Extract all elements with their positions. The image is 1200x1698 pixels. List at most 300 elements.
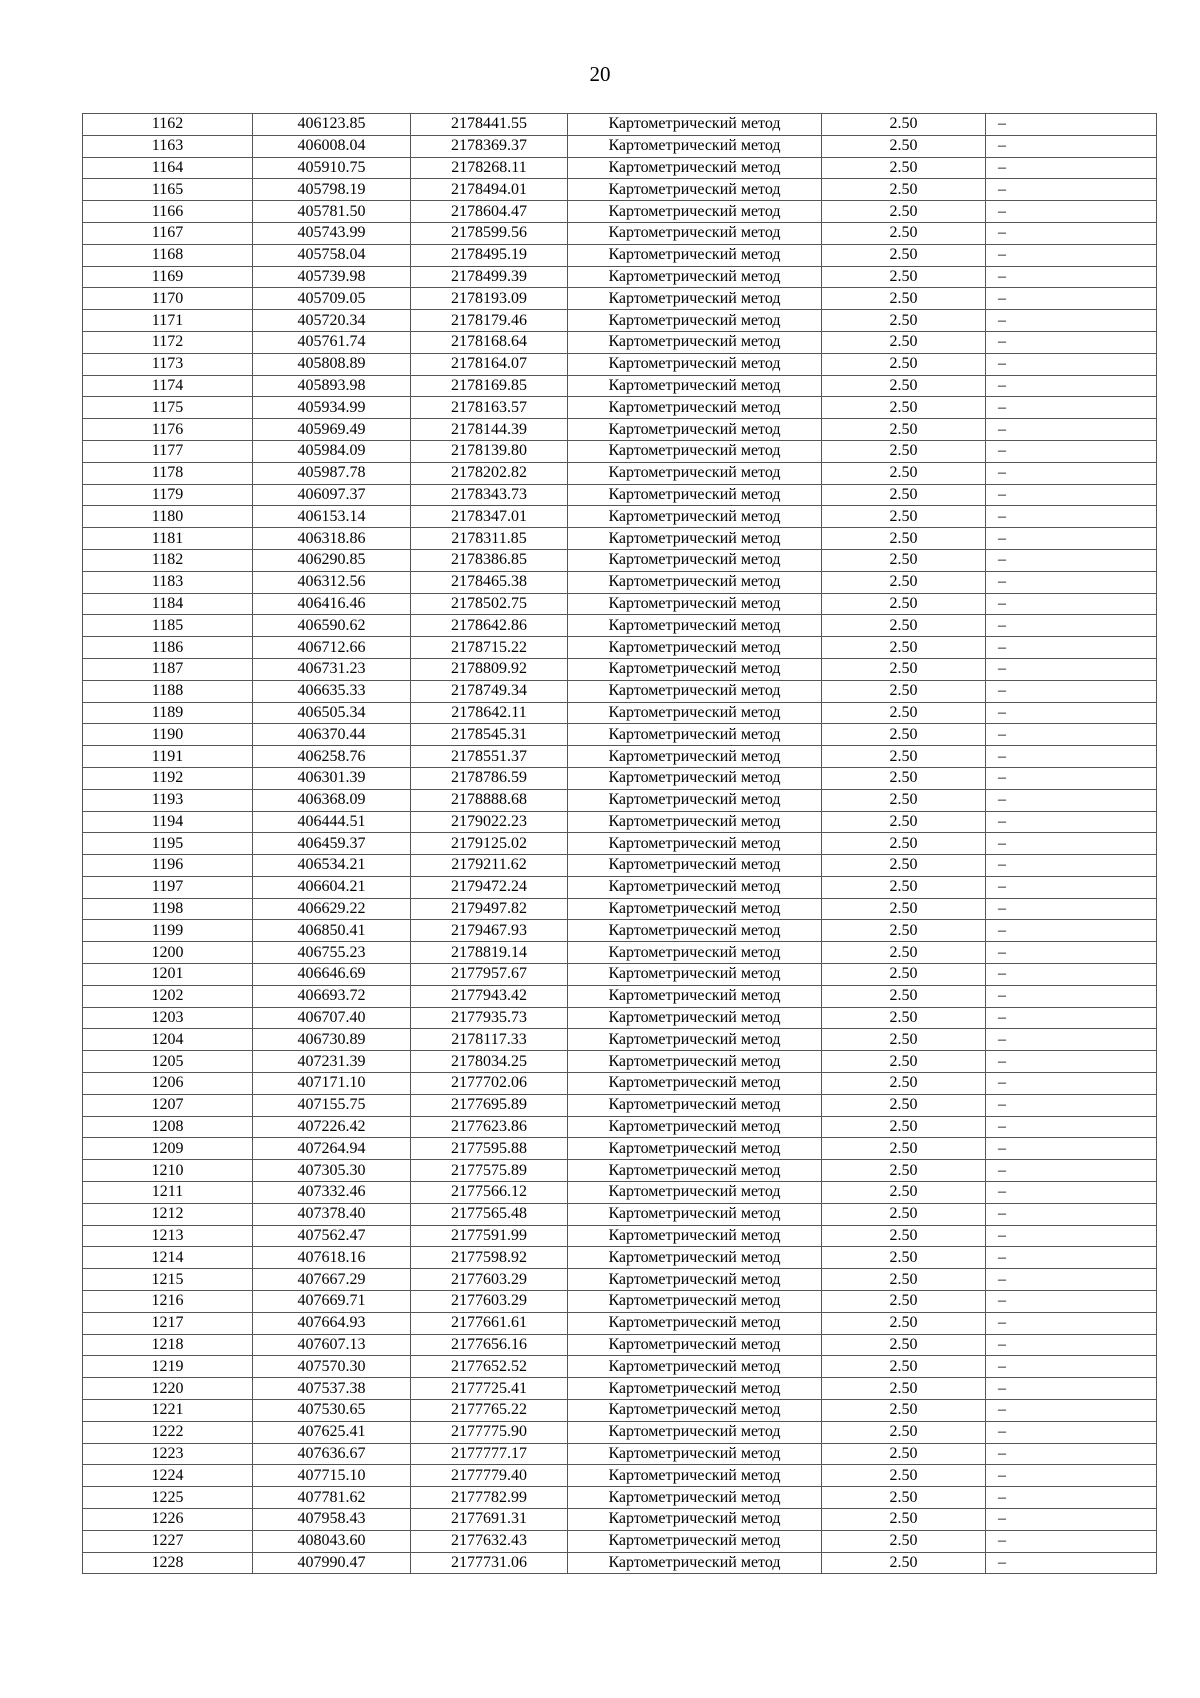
- note-cell: –: [986, 1116, 1157, 1138]
- point-number-cell: 1166: [83, 201, 253, 223]
- note-cell: –: [986, 1182, 1157, 1204]
- table-row: [83, 331, 1157, 353]
- method-cell: Картометрический метод: [568, 1487, 822, 1509]
- point-number-cell: 1165: [83, 179, 253, 201]
- point-number-cell: 1187: [83, 658, 253, 680]
- note-cell: –: [986, 1094, 1157, 1116]
- table-row: [83, 1094, 1157, 1116]
- method-cell: Картометрический метод: [568, 964, 822, 986]
- point-number-cell: 1194: [83, 811, 253, 833]
- page-number: 20: [589, 62, 611, 86]
- table-row: [83, 1443, 1157, 1465]
- method-cell: Картометрический метод: [568, 266, 822, 288]
- note-cell: –: [986, 1138, 1157, 1160]
- accuracy-cell: 2.50: [822, 637, 986, 659]
- y-coordinate-cell: 2177575.89: [411, 1160, 568, 1182]
- method-cell: Картометрический метод: [568, 440, 822, 462]
- accuracy-cell: 2.50: [822, 1138, 986, 1160]
- point-number-cell: 1171: [83, 310, 253, 332]
- y-coordinate-cell: 2178164.07: [411, 353, 568, 375]
- x-coordinate-cell: 405720.34: [253, 310, 411, 332]
- accuracy-cell: 2.50: [822, 1269, 986, 1291]
- x-coordinate-cell: 406312.56: [253, 571, 411, 593]
- point-number-cell: 1173: [83, 353, 253, 375]
- note-cell: –: [986, 1443, 1157, 1465]
- table-row: [83, 811, 1157, 833]
- table-row: [83, 1356, 1157, 1378]
- note-cell: –: [986, 767, 1157, 789]
- table-row: [83, 767, 1157, 789]
- point-number-cell: 1226: [83, 1509, 253, 1531]
- note-cell: –: [986, 1400, 1157, 1422]
- y-coordinate-cell: 2178168.64: [411, 331, 568, 353]
- accuracy-cell: 2.50: [822, 1007, 986, 1029]
- accuracy-cell: 2.50: [822, 506, 986, 528]
- table-row: [83, 1051, 1157, 1073]
- accuracy-cell: 2.50: [822, 746, 986, 768]
- table-row: [83, 201, 1157, 223]
- point-number-cell: 1217: [83, 1312, 253, 1334]
- table-row: [83, 637, 1157, 659]
- table-row: [83, 1465, 1157, 1487]
- method-cell: Картометрический метод: [568, 920, 822, 942]
- x-coordinate-cell: 406416.46: [253, 593, 411, 615]
- point-number-cell: 1211: [83, 1182, 253, 1204]
- note-cell: –: [986, 1465, 1157, 1487]
- x-coordinate-cell: 406755.23: [253, 942, 411, 964]
- note-cell: –: [986, 789, 1157, 811]
- accuracy-cell: 2.50: [822, 1334, 986, 1356]
- table-row: [83, 702, 1157, 724]
- x-coordinate-cell: 407607.13: [253, 1334, 411, 1356]
- point-number-cell: 1179: [83, 484, 253, 506]
- table-row: [83, 615, 1157, 637]
- y-coordinate-cell: 2178386.85: [411, 549, 568, 571]
- x-coordinate-cell: 407562.47: [253, 1225, 411, 1247]
- y-coordinate-cell: 2177598.92: [411, 1247, 568, 1269]
- x-coordinate-cell: 407958.43: [253, 1509, 411, 1531]
- method-cell: Картометрический метод: [568, 462, 822, 484]
- method-cell: Картометрический метод: [568, 811, 822, 833]
- x-coordinate-cell: 406318.86: [253, 528, 411, 550]
- method-cell: Картометрический метод: [568, 1269, 822, 1291]
- note-cell: –: [986, 920, 1157, 942]
- accuracy-cell: 2.50: [822, 702, 986, 724]
- x-coordinate-cell: 406505.34: [253, 702, 411, 724]
- note-cell: –: [986, 1160, 1157, 1182]
- y-coordinate-cell: 2177603.29: [411, 1291, 568, 1313]
- method-cell: Картометрический метод: [568, 244, 822, 266]
- x-coordinate-cell: 405984.09: [253, 440, 411, 462]
- note-cell: –: [986, 964, 1157, 986]
- method-cell: Картометрический метод: [568, 157, 822, 179]
- table-row: [83, 898, 1157, 920]
- accuracy-cell: 2.50: [822, 833, 986, 855]
- point-number-cell: 1189: [83, 702, 253, 724]
- accuracy-cell: 2.50: [822, 1465, 986, 1487]
- table-row: [83, 266, 1157, 288]
- table-row: [83, 484, 1157, 506]
- x-coordinate-cell: 407625.41: [253, 1421, 411, 1443]
- table-row: [83, 1029, 1157, 1051]
- x-coordinate-cell: 406444.51: [253, 811, 411, 833]
- x-coordinate-cell: 407264.94: [253, 1138, 411, 1160]
- x-coordinate-cell: 405739.98: [253, 266, 411, 288]
- note-cell: –: [986, 528, 1157, 550]
- table-row: [83, 353, 1157, 375]
- method-cell: Картометрический метод: [568, 1334, 822, 1356]
- accuracy-cell: 2.50: [822, 528, 986, 550]
- accuracy-cell: 2.50: [822, 985, 986, 1007]
- note-cell: –: [986, 114, 1157, 136]
- y-coordinate-cell: 2178311.85: [411, 528, 568, 550]
- method-cell: Картометрический метод: [568, 1225, 822, 1247]
- y-coordinate-cell: 2178441.55: [411, 114, 568, 136]
- table-row: [83, 789, 1157, 811]
- accuracy-cell: 2.50: [822, 1443, 986, 1465]
- x-coordinate-cell: 405709.05: [253, 288, 411, 310]
- method-cell: Картометрический метод: [568, 876, 822, 898]
- method-cell: Картометрический метод: [568, 310, 822, 332]
- table-row: [83, 1160, 1157, 1182]
- method-cell: Картометрический метод: [568, 506, 822, 528]
- table-row: [83, 288, 1157, 310]
- accuracy-cell: 2.50: [822, 767, 986, 789]
- y-coordinate-cell: 2178202.82: [411, 462, 568, 484]
- y-coordinate-cell: 2178642.86: [411, 615, 568, 637]
- point-number-cell: 1169: [83, 266, 253, 288]
- x-coordinate-cell: 406693.72: [253, 985, 411, 1007]
- x-coordinate-cell: 405743.99: [253, 222, 411, 244]
- x-coordinate-cell: 406258.76: [253, 746, 411, 768]
- x-coordinate-cell: 406707.40: [253, 1007, 411, 1029]
- point-number-cell: 1214: [83, 1247, 253, 1269]
- method-cell: Картометрический метод: [568, 746, 822, 768]
- point-number-cell: 1177: [83, 440, 253, 462]
- x-coordinate-cell: 407990.47: [253, 1552, 411, 1574]
- y-coordinate-cell: 2179472.24: [411, 876, 568, 898]
- note-cell: –: [986, 331, 1157, 353]
- note-cell: –: [986, 615, 1157, 637]
- method-cell: Картометрический метод: [568, 680, 822, 702]
- y-coordinate-cell: 2178347.01: [411, 506, 568, 528]
- x-coordinate-cell: 406097.37: [253, 484, 411, 506]
- note-cell: –: [986, 1421, 1157, 1443]
- method-cell: Картометрический метод: [568, 724, 822, 746]
- accuracy-cell: 2.50: [822, 1247, 986, 1269]
- point-number-cell: 1163: [83, 135, 253, 157]
- method-cell: Картометрический метод: [568, 1073, 822, 1095]
- method-cell: Картометрический метод: [568, 1160, 822, 1182]
- table-row: [83, 1138, 1157, 1160]
- table-row: [83, 1400, 1157, 1422]
- table-row: [83, 419, 1157, 441]
- method-cell: Картометрический метод: [568, 201, 822, 223]
- point-number-cell: 1219: [83, 1356, 253, 1378]
- coordinates-table: [82, 113, 1157, 1574]
- method-cell: Картометрический метод: [568, 375, 822, 397]
- method-cell: Картометрический метод: [568, 331, 822, 353]
- note-cell: –: [986, 1509, 1157, 1531]
- y-coordinate-cell: 2178809.92: [411, 658, 568, 680]
- method-cell: Картометрический метод: [568, 1247, 822, 1269]
- accuracy-cell: 2.50: [822, 1182, 986, 1204]
- table-row: [83, 244, 1157, 266]
- x-coordinate-cell: 405798.19: [253, 179, 411, 201]
- x-coordinate-cell: 405934.99: [253, 397, 411, 419]
- accuracy-cell: 2.50: [822, 375, 986, 397]
- x-coordinate-cell: 406459.37: [253, 833, 411, 855]
- y-coordinate-cell: 2178715.22: [411, 637, 568, 659]
- point-number-cell: 1228: [83, 1552, 253, 1574]
- y-coordinate-cell: 2177565.48: [411, 1203, 568, 1225]
- table-row: [83, 135, 1157, 157]
- accuracy-cell: 2.50: [822, 876, 986, 898]
- table-row: [83, 1312, 1157, 1334]
- table-row: [83, 157, 1157, 179]
- method-cell: Картометрический метод: [568, 1509, 822, 1531]
- table-row: [83, 680, 1157, 702]
- method-cell: Картометрический метод: [568, 1443, 822, 1465]
- method-cell: Картометрический метод: [568, 549, 822, 571]
- x-coordinate-cell: 407715.10: [253, 1465, 411, 1487]
- y-coordinate-cell: 2177777.17: [411, 1443, 568, 1465]
- note-cell: –: [986, 593, 1157, 615]
- accuracy-cell: 2.50: [822, 484, 986, 506]
- x-coordinate-cell: 406123.85: [253, 114, 411, 136]
- accuracy-cell: 2.50: [822, 1421, 986, 1443]
- method-cell: Картометрический метод: [568, 114, 822, 136]
- method-cell: Картометрический метод: [568, 419, 822, 441]
- y-coordinate-cell: 2178604.47: [411, 201, 568, 223]
- accuracy-cell: 2.50: [822, 179, 986, 201]
- x-coordinate-cell: 406301.39: [253, 767, 411, 789]
- y-coordinate-cell: 2177725.41: [411, 1378, 568, 1400]
- x-coordinate-cell: 406635.33: [253, 680, 411, 702]
- point-number-cell: 1227: [83, 1530, 253, 1552]
- table-row: [83, 833, 1157, 855]
- accuracy-cell: 2.50: [822, 114, 986, 136]
- x-coordinate-cell: 406604.21: [253, 876, 411, 898]
- accuracy-cell: 2.50: [822, 942, 986, 964]
- y-coordinate-cell: 2178139.80: [411, 440, 568, 462]
- y-coordinate-cell: 2178193.09: [411, 288, 568, 310]
- table-row: [83, 571, 1157, 593]
- x-coordinate-cell: 406368.09: [253, 789, 411, 811]
- method-cell: Картометрический метод: [568, 898, 822, 920]
- table-row: [83, 222, 1157, 244]
- y-coordinate-cell: 2178163.57: [411, 397, 568, 419]
- table-row: [83, 1269, 1157, 1291]
- point-number-cell: 1200: [83, 942, 253, 964]
- note-cell: –: [986, 702, 1157, 724]
- method-cell: Картометрический метод: [568, 1029, 822, 1051]
- point-number-cell: 1181: [83, 528, 253, 550]
- note-cell: –: [986, 724, 1157, 746]
- note-cell: –: [986, 201, 1157, 223]
- accuracy-cell: 2.50: [822, 549, 986, 571]
- point-number-cell: 1178: [83, 462, 253, 484]
- table-row: [83, 746, 1157, 768]
- y-coordinate-cell: 2178545.31: [411, 724, 568, 746]
- x-coordinate-cell: 406153.14: [253, 506, 411, 528]
- accuracy-cell: 2.50: [822, 135, 986, 157]
- accuracy-cell: 2.50: [822, 288, 986, 310]
- table-row: [83, 1378, 1157, 1400]
- y-coordinate-cell: 2178369.37: [411, 135, 568, 157]
- y-coordinate-cell: 2177632.43: [411, 1530, 568, 1552]
- note-cell: –: [986, 266, 1157, 288]
- y-coordinate-cell: 2177765.22: [411, 1400, 568, 1422]
- note-cell: –: [986, 811, 1157, 833]
- accuracy-cell: 2.50: [822, 658, 986, 680]
- point-number-cell: 1184: [83, 593, 253, 615]
- note-cell: –: [986, 1334, 1157, 1356]
- accuracy-cell: 2.50: [822, 397, 986, 419]
- point-number-cell: 1210: [83, 1160, 253, 1182]
- y-coordinate-cell: 2177779.40: [411, 1465, 568, 1487]
- method-cell: Картометрический метод: [568, 1400, 822, 1422]
- x-coordinate-cell: 406534.21: [253, 855, 411, 877]
- note-cell: –: [986, 1007, 1157, 1029]
- y-coordinate-cell: 2177782.99: [411, 1487, 568, 1509]
- x-coordinate-cell: 406590.62: [253, 615, 411, 637]
- table-row: [83, 1116, 1157, 1138]
- y-coordinate-cell: 2178499.39: [411, 266, 568, 288]
- table-row: [83, 855, 1157, 877]
- note-cell: –: [986, 833, 1157, 855]
- note-cell: –: [986, 1312, 1157, 1334]
- table-row: [83, 985, 1157, 1007]
- note-cell: –: [986, 135, 1157, 157]
- y-coordinate-cell: 2179211.62: [411, 855, 568, 877]
- table-row: [83, 1203, 1157, 1225]
- accuracy-cell: 2.50: [822, 1203, 986, 1225]
- table-row: [83, 310, 1157, 332]
- x-coordinate-cell: 407231.39: [253, 1051, 411, 1073]
- method-cell: Картометрический метод: [568, 637, 822, 659]
- x-coordinate-cell: 406730.89: [253, 1029, 411, 1051]
- note-cell: –: [986, 1291, 1157, 1313]
- accuracy-cell: 2.50: [822, 1160, 986, 1182]
- note-cell: –: [986, 375, 1157, 397]
- x-coordinate-cell: 407171.10: [253, 1073, 411, 1095]
- note-cell: –: [986, 1378, 1157, 1400]
- y-coordinate-cell: 2177566.12: [411, 1182, 568, 1204]
- method-cell: Картометрический метод: [568, 1356, 822, 1378]
- accuracy-cell: 2.50: [822, 353, 986, 375]
- point-number-cell: 1164: [83, 157, 253, 179]
- method-cell: Картометрический метод: [568, 288, 822, 310]
- note-cell: –: [986, 637, 1157, 659]
- y-coordinate-cell: 2178502.75: [411, 593, 568, 615]
- note-cell: –: [986, 680, 1157, 702]
- accuracy-cell: 2.50: [822, 811, 986, 833]
- method-cell: Картометрический метод: [568, 593, 822, 615]
- table-row: [83, 658, 1157, 680]
- accuracy-cell: 2.50: [822, 1509, 986, 1531]
- point-number-cell: 1206: [83, 1073, 253, 1095]
- point-number-cell: 1186: [83, 637, 253, 659]
- y-coordinate-cell: 2177656.16: [411, 1334, 568, 1356]
- table-row: [83, 440, 1157, 462]
- method-cell: Картометрический метод: [568, 1552, 822, 1574]
- point-number-cell: 1185: [83, 615, 253, 637]
- accuracy-cell: 2.50: [822, 920, 986, 942]
- x-coordinate-cell: 407570.30: [253, 1356, 411, 1378]
- accuracy-cell: 2.50: [822, 157, 986, 179]
- table-row: [83, 1334, 1157, 1356]
- table-row: [83, 593, 1157, 615]
- point-number-cell: 1202: [83, 985, 253, 1007]
- point-number-cell: 1176: [83, 419, 253, 441]
- note-cell: –: [986, 157, 1157, 179]
- accuracy-cell: 2.50: [822, 331, 986, 353]
- accuracy-cell: 2.50: [822, 1356, 986, 1378]
- x-coordinate-cell: 405987.78: [253, 462, 411, 484]
- accuracy-cell: 2.50: [822, 1073, 986, 1095]
- y-coordinate-cell: 2178117.33: [411, 1029, 568, 1051]
- y-coordinate-cell: 2178268.11: [411, 157, 568, 179]
- x-coordinate-cell: 406646.69: [253, 964, 411, 986]
- note-cell: –: [986, 1530, 1157, 1552]
- point-number-cell: 1224: [83, 1465, 253, 1487]
- accuracy-cell: 2.50: [822, 266, 986, 288]
- table-row: [83, 375, 1157, 397]
- note-cell: –: [986, 898, 1157, 920]
- note-cell: –: [986, 1552, 1157, 1574]
- table-row: [83, 1007, 1157, 1029]
- accuracy-cell: 2.50: [822, 1487, 986, 1509]
- y-coordinate-cell: 2178179.46: [411, 310, 568, 332]
- point-number-cell: 1203: [83, 1007, 253, 1029]
- y-coordinate-cell: 2179497.82: [411, 898, 568, 920]
- point-number-cell: 1188: [83, 680, 253, 702]
- accuracy-cell: 2.50: [822, 222, 986, 244]
- y-coordinate-cell: 2179022.23: [411, 811, 568, 833]
- point-number-cell: 1208: [83, 1116, 253, 1138]
- method-cell: Картометрический метод: [568, 1203, 822, 1225]
- y-coordinate-cell: 2177691.31: [411, 1509, 568, 1531]
- y-coordinate-cell: 2178144.39: [411, 419, 568, 441]
- note-cell: –: [986, 353, 1157, 375]
- table-row: [83, 397, 1157, 419]
- method-cell: Картометрический метод: [568, 528, 822, 550]
- point-number-cell: 1193: [83, 789, 253, 811]
- point-number-cell: 1199: [83, 920, 253, 942]
- method-cell: Картометрический метод: [568, 353, 822, 375]
- method-cell: Картометрический метод: [568, 833, 822, 855]
- accuracy-cell: 2.50: [822, 724, 986, 746]
- method-cell: Картометрический метод: [568, 1421, 822, 1443]
- point-number-cell: 1213: [83, 1225, 253, 1247]
- point-number-cell: 1192: [83, 767, 253, 789]
- y-coordinate-cell: 2177731.06: [411, 1552, 568, 1574]
- point-number-cell: 1182: [83, 549, 253, 571]
- point-number-cell: 1216: [83, 1291, 253, 1313]
- x-coordinate-cell: 407667.29: [253, 1269, 411, 1291]
- note-cell: –: [986, 1029, 1157, 1051]
- point-number-cell: 1183: [83, 571, 253, 593]
- method-cell: Картометрический метод: [568, 571, 822, 593]
- accuracy-cell: 2.50: [822, 571, 986, 593]
- x-coordinate-cell: 408043.60: [253, 1530, 411, 1552]
- point-number-cell: 1212: [83, 1203, 253, 1225]
- note-cell: –: [986, 484, 1157, 506]
- point-number-cell: 1168: [83, 244, 253, 266]
- x-coordinate-cell: 407664.93: [253, 1312, 411, 1334]
- accuracy-cell: 2.50: [822, 1530, 986, 1552]
